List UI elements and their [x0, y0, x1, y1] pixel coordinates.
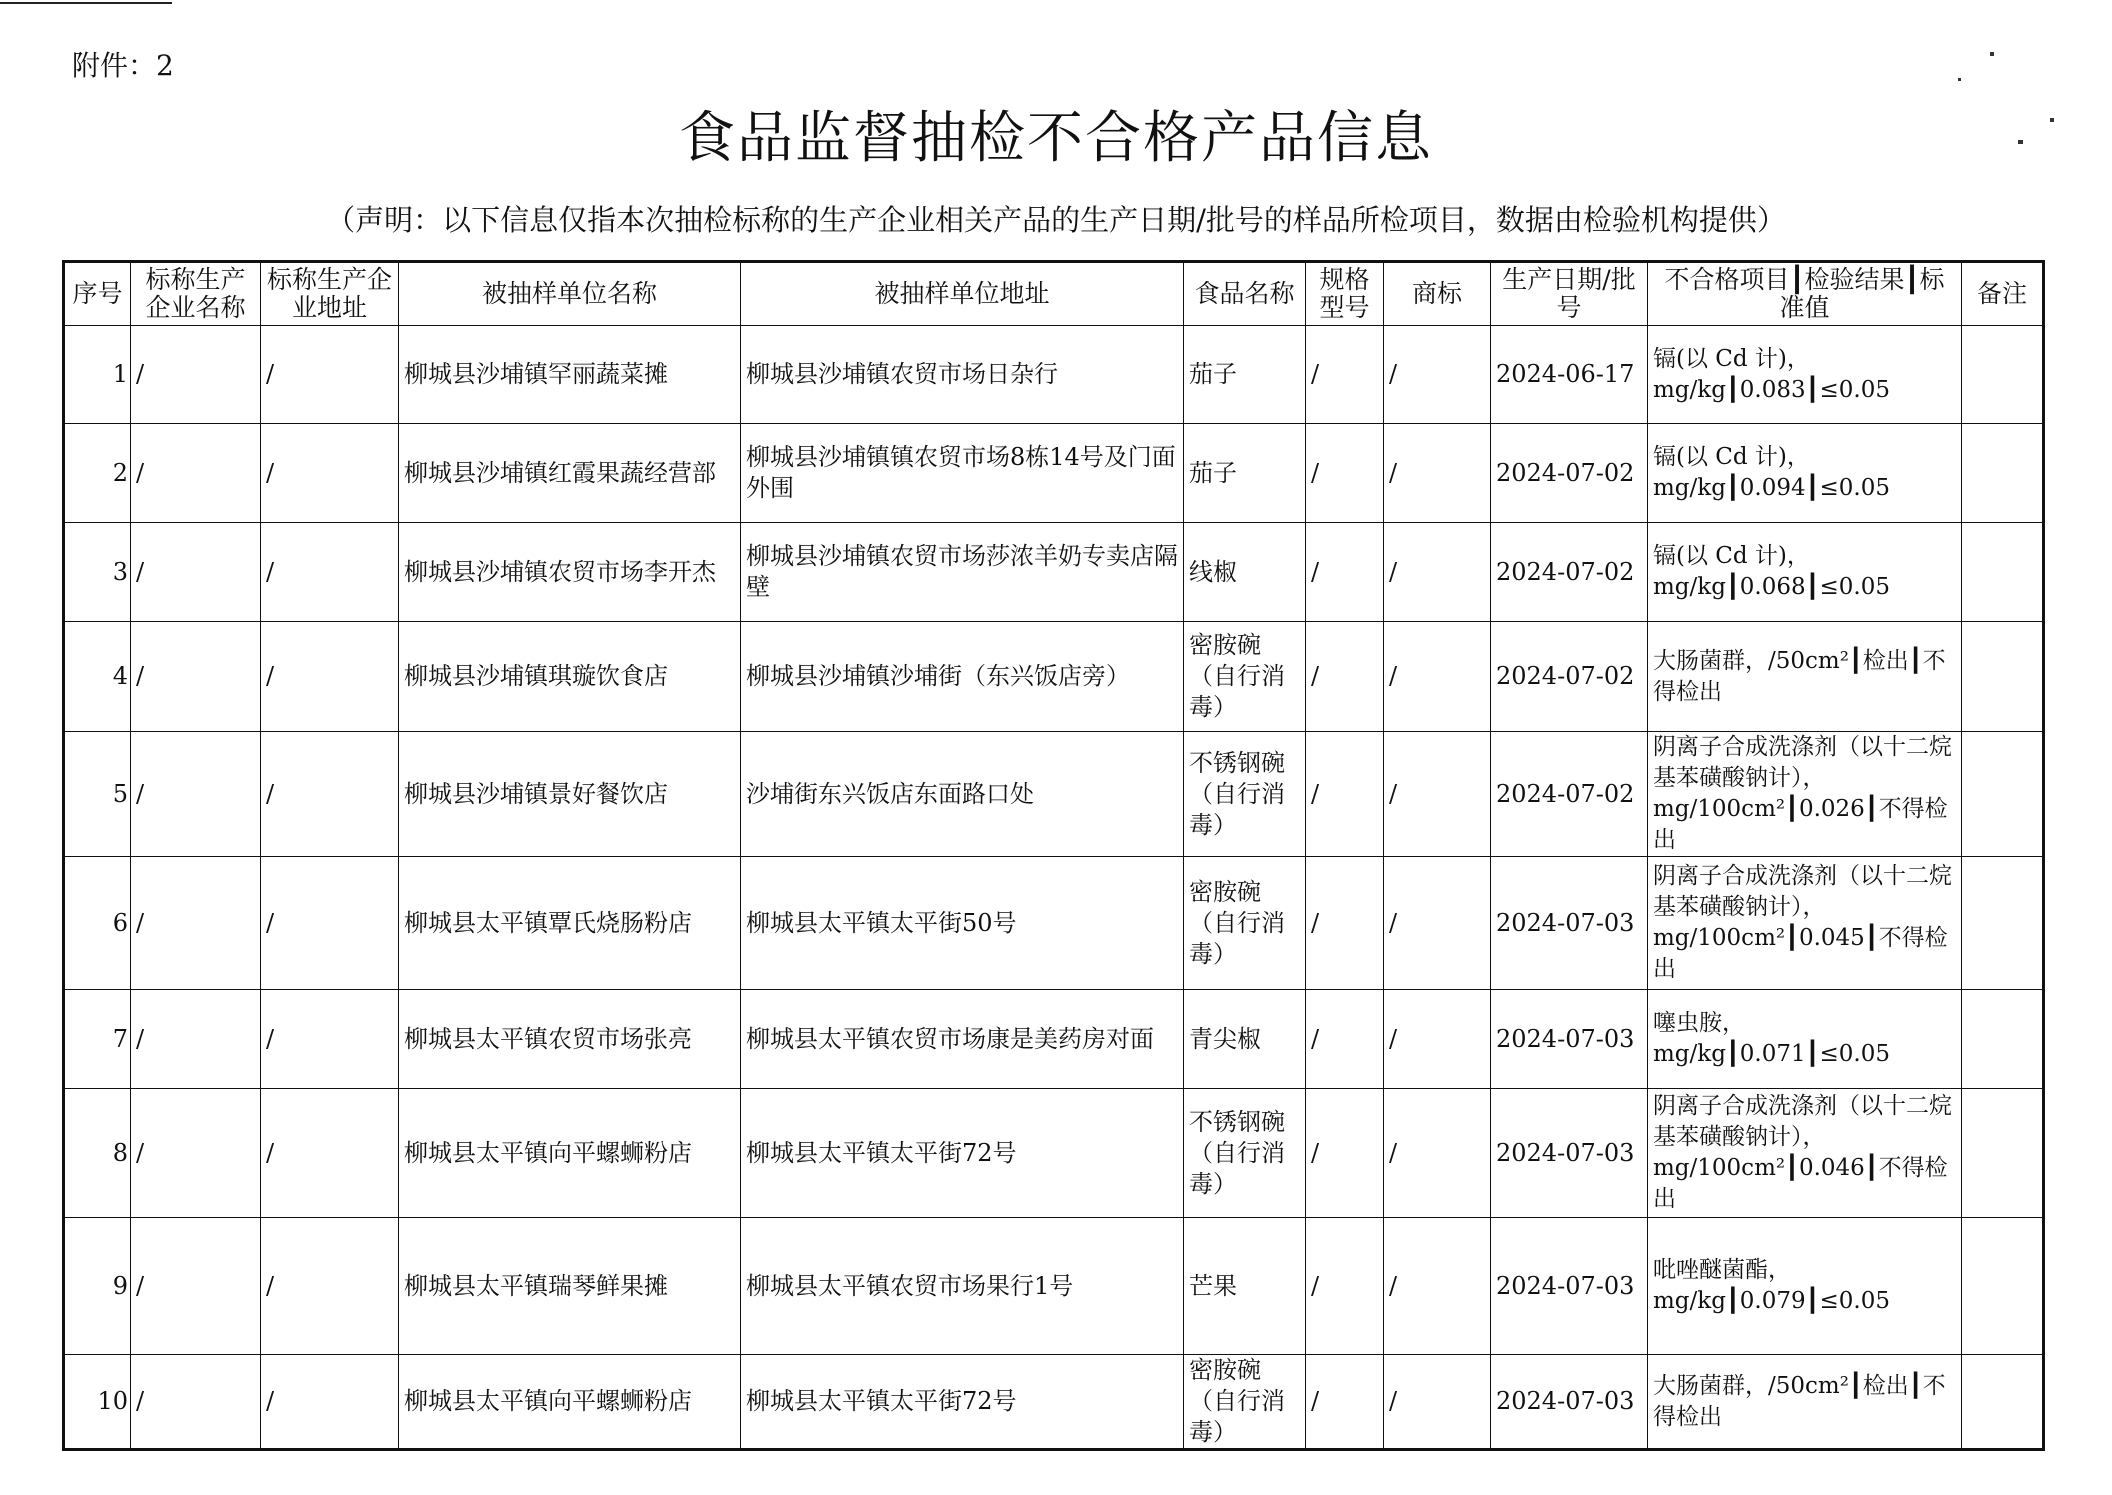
cell-mfr-name: / [131, 732, 261, 857]
cell-unit-name: 柳城县沙埔镇景好餐饮店 [399, 732, 741, 857]
table-row [64, 424, 2044, 523]
cell-result: 阴离子合成洗涤剂（以十二烷基苯磺酸钠计），mg/100cm²┃0.026┃不得检出 [1648, 732, 1962, 857]
cell-food: 密胺碗（自行消毒） [1184, 622, 1306, 732]
cell-unit-name: 柳城县太平镇瑞琴鲜果摊 [399, 1218, 741, 1355]
header-date: 生产日期/批号 [1491, 262, 1648, 326]
cell-seq: 10 [64, 1355, 131, 1450]
cell-seq: 1 [64, 326, 131, 424]
cell-seq: 9 [64, 1218, 131, 1355]
cell-food: 青尖椒 [1184, 990, 1306, 1089]
cell-mfr-addr: / [261, 523, 399, 622]
cell-date: 2024-07-02 [1491, 424, 1648, 523]
table-row [64, 732, 2044, 857]
cell-date: 2024-06-17 [1491, 326, 1648, 424]
cell-brand: / [1384, 424, 1491, 523]
cell-mfr-addr: / [261, 990, 399, 1089]
header-mfr-name: 标称生产企业名称 [131, 262, 261, 326]
table-row [64, 1218, 2044, 1355]
cell-note [1962, 523, 2044, 622]
cell-mfr-addr: / [261, 326, 399, 424]
cell-spec: / [1306, 523, 1384, 622]
scan-speck [2050, 118, 2054, 122]
cell-note [1962, 732, 2044, 857]
cell-mfr-addr: / [261, 857, 399, 990]
cell-unit-name: 柳城县沙埔镇红霞果蔬经营部 [399, 424, 741, 523]
cell-note [1962, 326, 2044, 424]
cell-spec: / [1306, 732, 1384, 857]
cell-result: 镉(以 Cd 计)，mg/kg┃0.068┃≤0.05 [1648, 523, 1962, 622]
cell-spec: / [1306, 326, 1384, 424]
cell-mfr-name: / [131, 424, 261, 523]
cell-unit-addr: 柳城县太平镇太平街72号 [741, 1355, 1184, 1450]
cell-brand: / [1384, 1218, 1491, 1355]
table-row [64, 326, 2044, 424]
scan-speck [1990, 52, 1994, 56]
cell-mfr-addr: / [261, 424, 399, 523]
cell-unit-addr: 柳城县沙埔镇农贸市场日杂行 [741, 326, 1184, 424]
cell-unit-addr: 沙埔街东兴饭店东面路口处 [741, 732, 1184, 857]
cell-food: 线椒 [1184, 523, 1306, 622]
header-food: 食品名称 [1184, 262, 1306, 326]
cell-mfr-addr: / [261, 1089, 399, 1218]
cell-note [1962, 990, 2044, 1089]
scan-speck [2018, 140, 2023, 144]
table-row [64, 1089, 2044, 1218]
cell-note [1962, 424, 2044, 523]
cell-spec: / [1306, 1355, 1384, 1450]
cell-mfr-addr: / [261, 732, 399, 857]
cell-mfr-name: / [131, 523, 261, 622]
cell-date: 2024-07-02 [1491, 622, 1648, 732]
cell-mfr-addr: / [261, 1355, 399, 1450]
cell-spec: / [1306, 622, 1384, 732]
header-note: 备注 [1962, 262, 2044, 326]
cell-spec: / [1306, 990, 1384, 1089]
header-spec: 规格型号 [1306, 262, 1384, 326]
cell-mfr-name: / [131, 1218, 261, 1355]
cell-brand: / [1384, 1355, 1491, 1450]
table-row [64, 622, 2044, 732]
cell-result: 大肠菌群，/50cm²┃检出┃不得检出 [1648, 622, 1962, 732]
header-unit-name: 被抽样单位名称 [399, 262, 741, 326]
page-title: 食品监督抽检不合格产品信息 [679, 106, 1433, 171]
cell-date: 2024-07-02 [1491, 732, 1648, 857]
cell-result: 阴离子合成洗涤剂（以十二烷基苯磺酸钠计），mg/100cm²┃0.045┃不得检出 [1648, 857, 1962, 990]
cell-seq: 7 [64, 990, 131, 1089]
cell-seq: 5 [64, 732, 131, 857]
header-result: 不合格项目┃检验结果┃标准值 [1648, 262, 1962, 326]
cell-brand: / [1384, 326, 1491, 424]
cell-unit-addr: 柳城县沙埔镇农贸市场莎浓羊奶专卖店隔壁 [741, 523, 1184, 622]
cell-date: 2024-07-03 [1491, 1218, 1648, 1355]
cell-mfr-name: / [131, 622, 261, 732]
cell-result: 镉(以 Cd 计)，mg/kg┃0.083┃≤0.05 [1648, 326, 1962, 424]
cell-unit-addr: 柳城县太平镇太平街50号 [741, 857, 1184, 990]
cell-note [1962, 1218, 2044, 1355]
attachment-label: 附件：2 [72, 49, 174, 82]
cell-unit-addr: 柳城县太平镇农贸市场果行1号 [741, 1218, 1184, 1355]
cell-food: 密胺碗（自行消毒） [1184, 1355, 1306, 1450]
cell-result: 阴离子合成洗涤剂（以十二烷基苯磺酸钠计），mg/100cm²┃0.046┃不得检出 [1648, 1089, 1962, 1218]
table-row [64, 857, 2044, 990]
cell-note [1962, 1355, 2044, 1450]
cell-result: 吡唑醚菌酯，mg/kg┃0.079┃≤0.05 [1648, 1218, 1962, 1355]
cell-unit-name: 柳城县沙埔镇琪璇饮食店 [399, 622, 741, 732]
cell-brand: / [1384, 622, 1491, 732]
cell-date: 2024-07-03 [1491, 990, 1648, 1089]
cell-mfr-name: / [131, 857, 261, 990]
cell-seq: 8 [64, 1089, 131, 1218]
statement-note: （声明：以下信息仅指本次抽检标称的生产企业相关产品的生产日期/批号的样品所检项目，数据由检验机构提供） [326, 203, 1786, 237]
cell-spec: / [1306, 1089, 1384, 1218]
cell-food: 不锈钢碗（自行消毒） [1184, 732, 1306, 857]
cell-result: 噻虫胺，mg/kg┃0.071┃≤0.05 [1648, 990, 1962, 1089]
cell-brand: / [1384, 1089, 1491, 1218]
table-row [64, 523, 2044, 622]
cell-seq: 4 [64, 622, 131, 732]
cell-brand: / [1384, 990, 1491, 1089]
cell-food: 芒果 [1184, 1218, 1306, 1355]
cell-result: 镉(以 Cd 计)，mg/kg┃0.094┃≤0.05 [1648, 424, 1962, 523]
scan-speck [1958, 78, 1961, 81]
cell-spec: / [1306, 857, 1384, 990]
cell-date: 2024-07-02 [1491, 523, 1648, 622]
cell-food: 茄子 [1184, 424, 1306, 523]
cell-unit-name: 柳城县太平镇农贸市场张亮 [399, 990, 741, 1089]
cell-mfr-name: / [131, 990, 261, 1089]
cell-unit-addr: 柳城县太平镇太平街72号 [741, 1089, 1184, 1218]
table-row [64, 1355, 2044, 1450]
header-mfr-addr: 标称生产企业地址 [261, 262, 399, 326]
cell-unit-name: 柳城县太平镇向平螺蛳粉店 [399, 1089, 741, 1218]
cell-spec: / [1306, 1218, 1384, 1355]
header-seq: 序号 [64, 262, 131, 326]
cell-brand: / [1384, 732, 1491, 857]
cell-seq: 3 [64, 523, 131, 622]
cell-food: 密胺碗（自行消毒） [1184, 857, 1306, 990]
cell-note [1962, 857, 2044, 990]
cell-mfr-name: / [131, 1089, 261, 1218]
cell-brand: / [1384, 523, 1491, 622]
header-brand: 商标 [1384, 262, 1491, 326]
cell-date: 2024-07-03 [1491, 1089, 1648, 1218]
cell-date: 2024-07-03 [1491, 1355, 1648, 1450]
cell-unit-addr: 柳城县太平镇农贸市场康是美药房对面 [741, 990, 1184, 1089]
cell-date: 2024-07-03 [1491, 857, 1648, 990]
cell-unit-name: 柳城县沙埔镇罕丽蔬菜摊 [399, 326, 741, 424]
cell-mfr-name: / [131, 326, 261, 424]
header-row [64, 262, 2044, 326]
table-row [64, 990, 2044, 1089]
cell-note [1962, 1089, 2044, 1218]
cell-seq: 6 [64, 857, 131, 990]
cell-unit-name: 柳城县沙埔镇农贸市场李开杰 [399, 523, 741, 622]
cell-unit-name: 柳城县太平镇覃氏烧肠粉店 [399, 857, 741, 990]
cell-unit-addr: 柳城县沙埔镇镇农贸市场8栋14号及门面外围 [741, 424, 1184, 523]
cell-unit-addr: 柳城县沙埔镇沙埔街（东兴饭店旁） [741, 622, 1184, 732]
inspection-table [62, 260, 2045, 1451]
cell-mfr-addr: / [261, 1218, 399, 1355]
cell-result: 大肠菌群，/50cm²┃检出┃不得检出 [1648, 1355, 1962, 1450]
cell-brand: / [1384, 857, 1491, 990]
cell-seq: 2 [64, 424, 131, 523]
cell-note [1962, 622, 2044, 732]
cell-unit-name: 柳城县太平镇向平螺蛳粉店 [399, 1355, 741, 1450]
cell-spec: / [1306, 424, 1384, 523]
cell-food: 茄子 [1184, 326, 1306, 424]
cell-mfr-name: / [131, 1355, 261, 1450]
cell-mfr-addr: / [261, 622, 399, 732]
cell-food: 不锈钢碗（自行消毒） [1184, 1089, 1306, 1218]
top-rule [0, 2, 172, 4]
header-unit-addr: 被抽样单位地址 [741, 262, 1184, 326]
